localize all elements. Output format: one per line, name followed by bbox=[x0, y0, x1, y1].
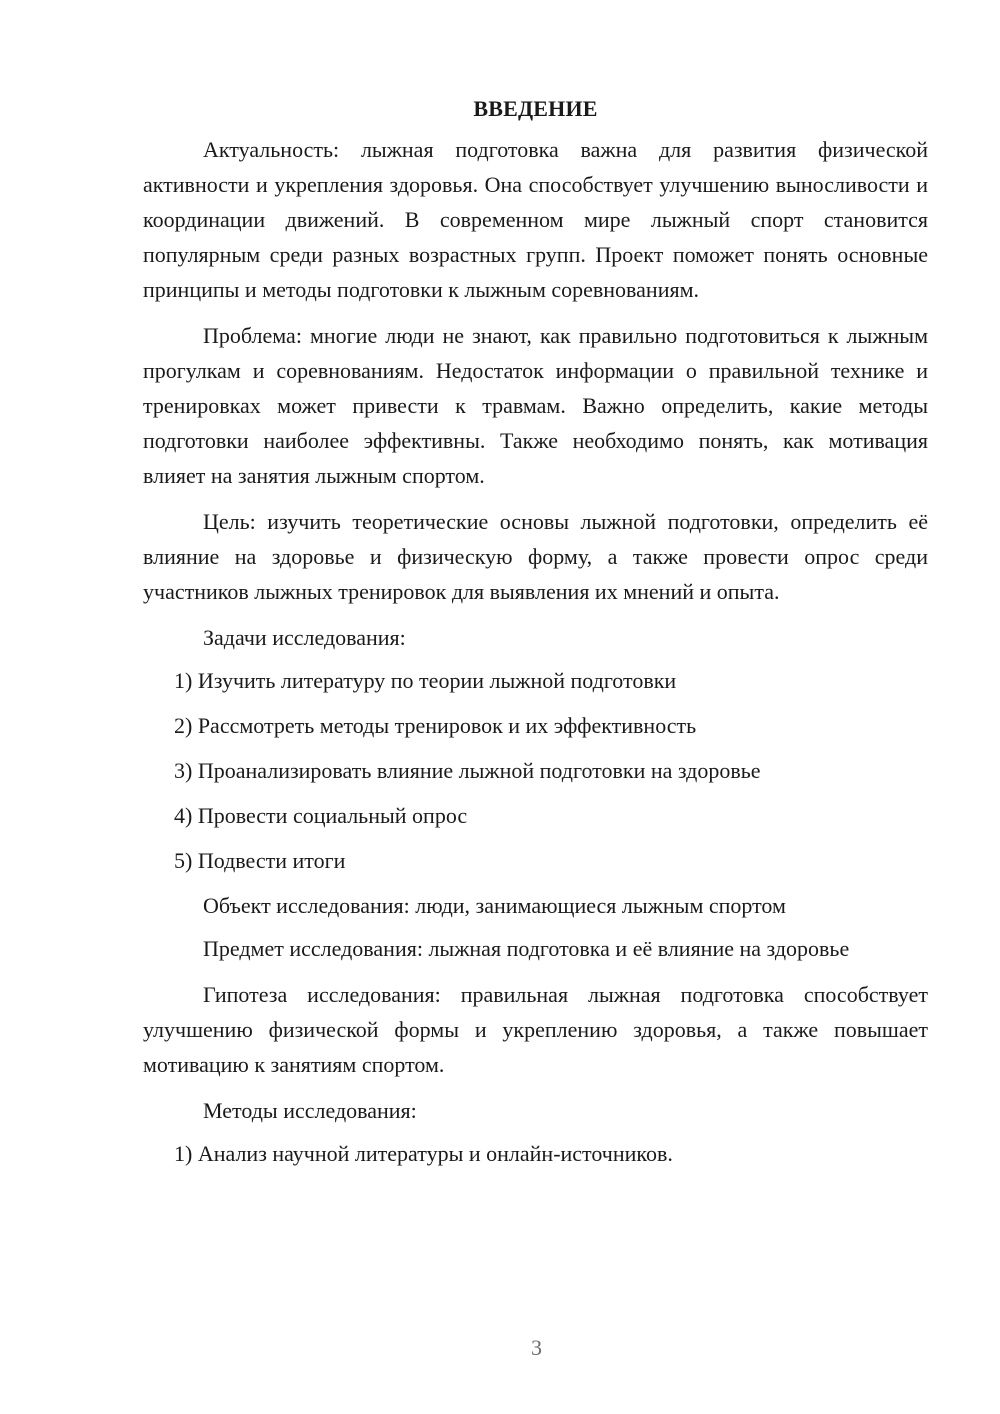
list-item-task-3: 3) Проанализировать влияние лыжной подготовки на здоровье bbox=[174, 758, 761, 783]
paragraph-object: Объект исследования: люди, занимающиеся лыжным спортом bbox=[203, 893, 786, 918]
paragraph-relevance: Актуальность: лыжная подготовка важна для развития физической активности и укрепления здоровья. Она способствует улучшению выносливости и координации движений. В современном мире лыжный спорт становится популярным среди разных возрастных групп. Проект поможет понять основные принципы и методы подготовки к лыжным соревнованиям. bbox=[143, 137, 928, 302]
list-item-task-5: 5) Подвести итоги bbox=[174, 848, 346, 873]
tasks-title: Задачи исследования: bbox=[203, 625, 406, 650]
paragraph-subject: Предмет исследования: лыжная подготовка и её влияние на здоровье bbox=[203, 936, 850, 961]
list-item-method-1: 1) Анализ научной литературы и онлайн-источников. bbox=[174, 1141, 673, 1166]
list-item-task-4: 4) Провести социальный опрос bbox=[174, 803, 468, 828]
paragraph-hypothesis: Гипотеза исследования: правильная лыжная подготовка способствует улучшению физической формы и укреплению здоровья, а также повышает мотивацию к занятиям спортом. bbox=[143, 982, 928, 1077]
methods-title: Методы исследования: bbox=[203, 1098, 417, 1123]
list-item-task-1: 1) Изучить литературу по теории лыжной подготовки bbox=[174, 668, 677, 693]
list-item-task-2: 2) Рассмотреть методы тренировок и их эффективность bbox=[174, 713, 697, 738]
section-heading: ВВЕДЕНИЕ bbox=[473, 96, 598, 121]
paragraph-problem: Проблема: многие люди не знают, как правильно подготовиться к лыжным прогулкам и соревнованиям. Недостаток информации о правильной технике и тренировках может привести к травмам. Важно определить, какие методы подготовки наиболее эффективны. Также необходимо понять, как мотивация влияет на занятия лыжным спортом. bbox=[143, 323, 928, 488]
paragraph-goal: Цель: изучить теоретические основы лыжной подготовки, определить её влияние на здоровье и физическую форму, а также провести опрос среди участников лыжных тренировок для выявления их мнений и опыта. bbox=[143, 509, 928, 604]
document-page bbox=[143, 92, 928, 1181]
page-number: 3 bbox=[531, 1335, 542, 1360]
